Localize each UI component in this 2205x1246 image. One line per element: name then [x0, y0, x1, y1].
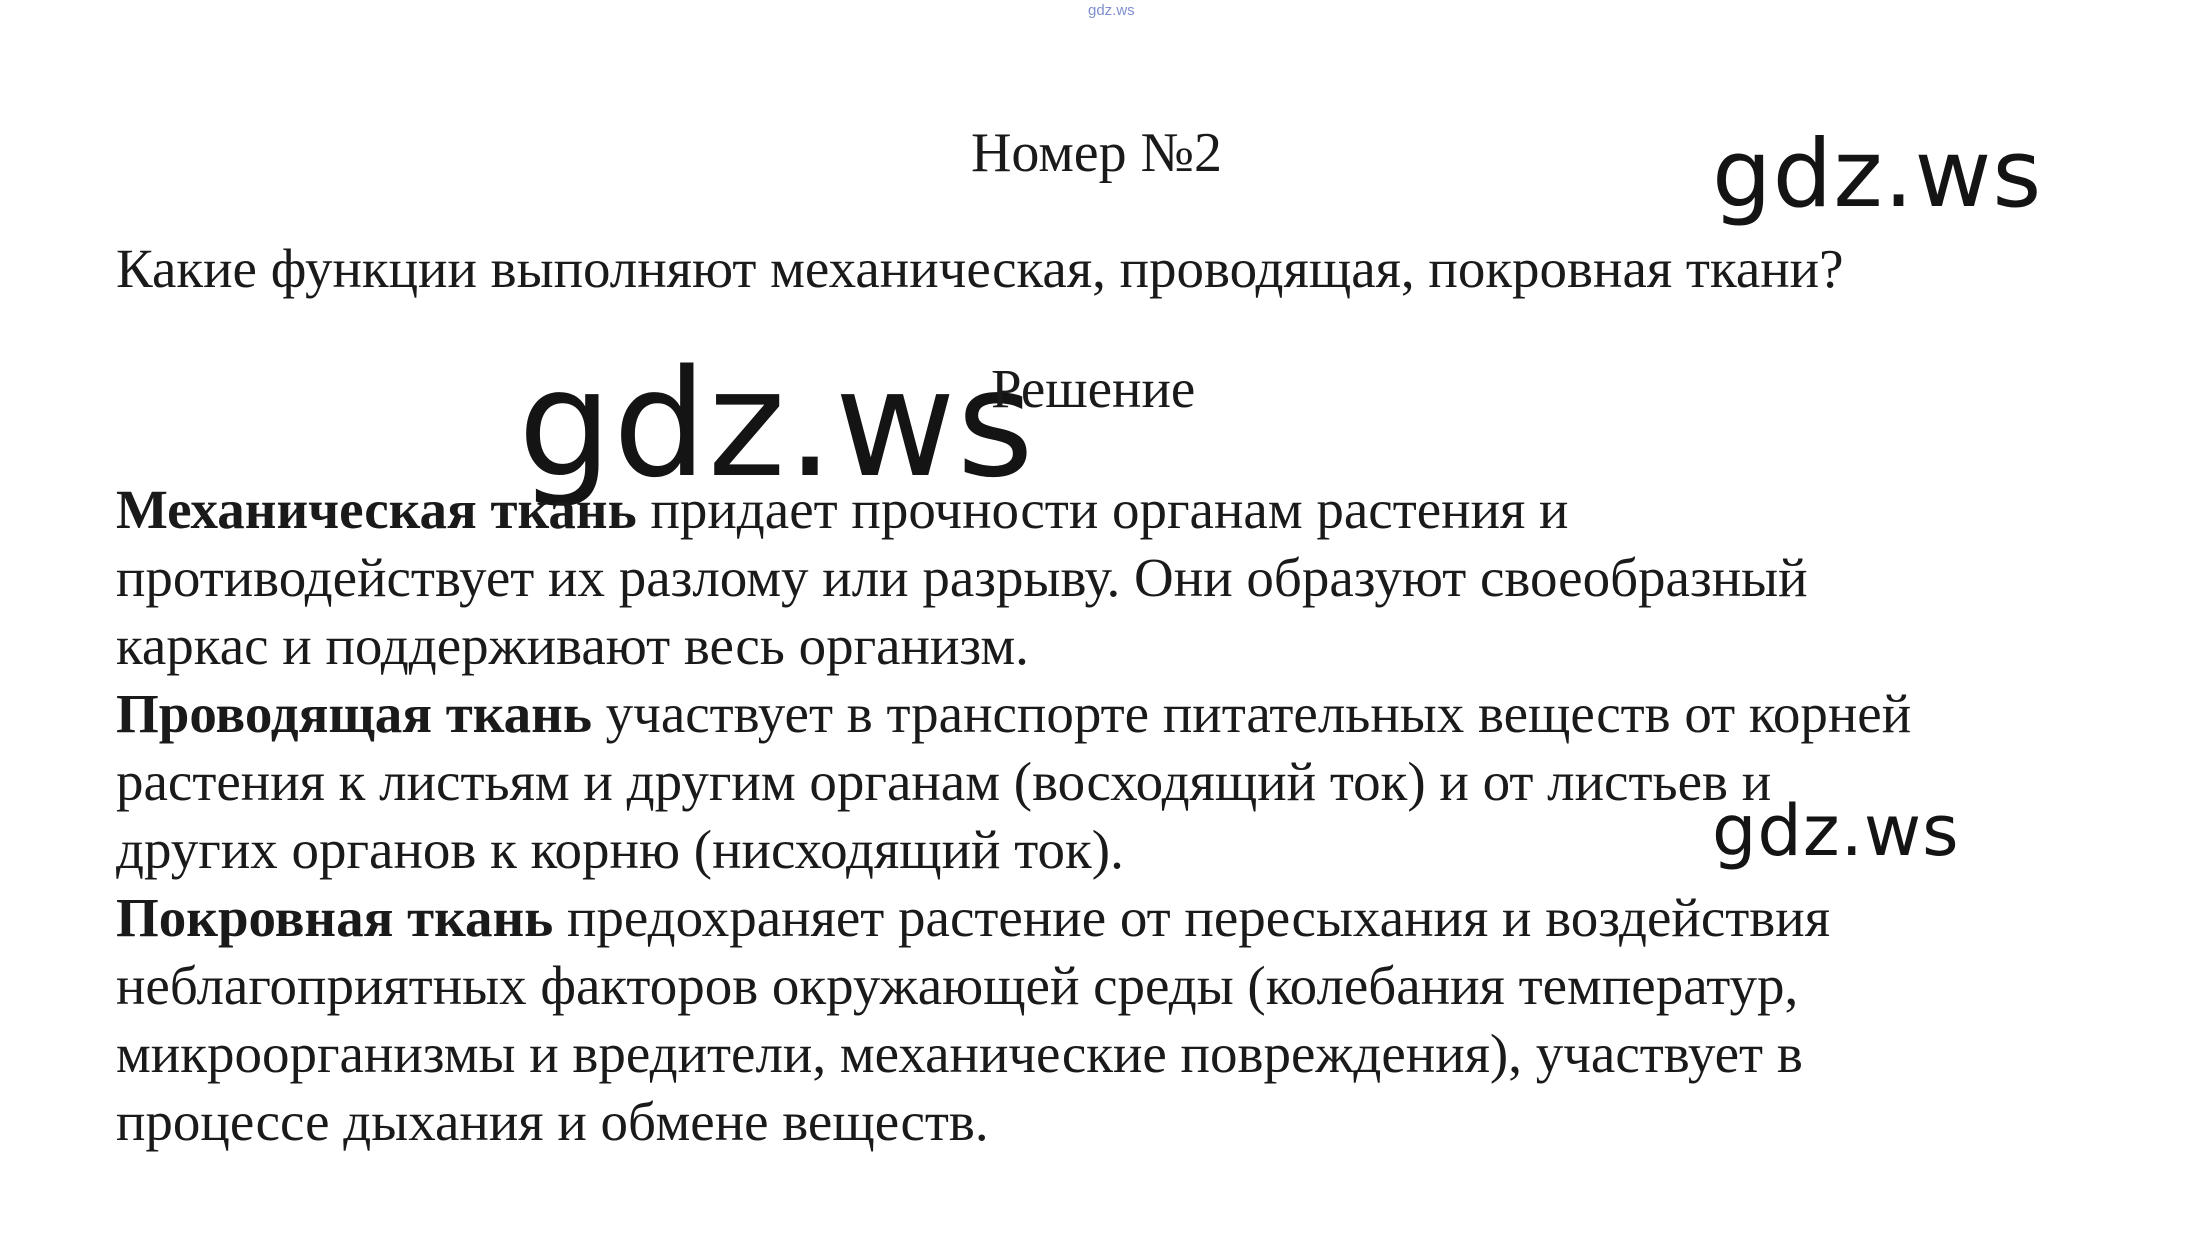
paragraph-text: участвует в транспорте питательных веществ от корней: [591, 683, 1912, 744]
paragraph-line: [116, 476, 2176, 544]
question-text: Какие функции выполняют механическая, проводящая, покровная ткани?: [116, 238, 1844, 299]
term-conductive-tissue: Проводящая ткань: [116, 683, 592, 744]
paragraph-line: каркас и поддерживают весь организм.: [116, 615, 1029, 676]
term-mechanical-tissue: Механическая ткань: [116, 479, 637, 540]
paragraph-line: неблагоприятных факторов окружающей среды (колебания температур,: [116, 955, 1799, 1016]
paragraph-line: процессе дыхания и обмене веществ.: [116, 1091, 989, 1152]
paragraph-line: микроорганизмы и вредители, механические повреждения), участвует в: [116, 1023, 1803, 1084]
paragraph-line: растения к листьям и другим органам (восходящий ток) и от листьев и: [116, 751, 1772, 812]
paragraph-text: придает прочности органам растения и: [636, 479, 1569, 540]
solution-label: Решение: [991, 358, 1196, 419]
watermark-small-top: gdz.ws: [1088, 2, 1135, 19]
term-integumentary-tissue: Покровная ткань: [116, 887, 554, 948]
paragraph-integumentary-tissue: [116, 884, 2176, 1156]
paragraph-mechanical-tissue: [116, 476, 2176, 680]
paragraph-line: [116, 884, 2176, 952]
paragraph-line: противодействует их разлому или разрыву. Они образуют своеобразный: [116, 547, 1808, 608]
watermark-top-right: gdz.ws: [1712, 120, 2043, 229]
paragraph-line: других органов к корню (нисходящий ток).: [116, 819, 1124, 880]
paragraph-line: [116, 680, 2176, 748]
watermark-center: gdz.ws: [518, 338, 1035, 510]
page-title: Номер №2: [970, 122, 1223, 184]
watermark-right: gdz.ws: [1712, 790, 1960, 872]
paragraph-text: предохраняет растение от пересыхания и воздействия: [553, 887, 1830, 948]
